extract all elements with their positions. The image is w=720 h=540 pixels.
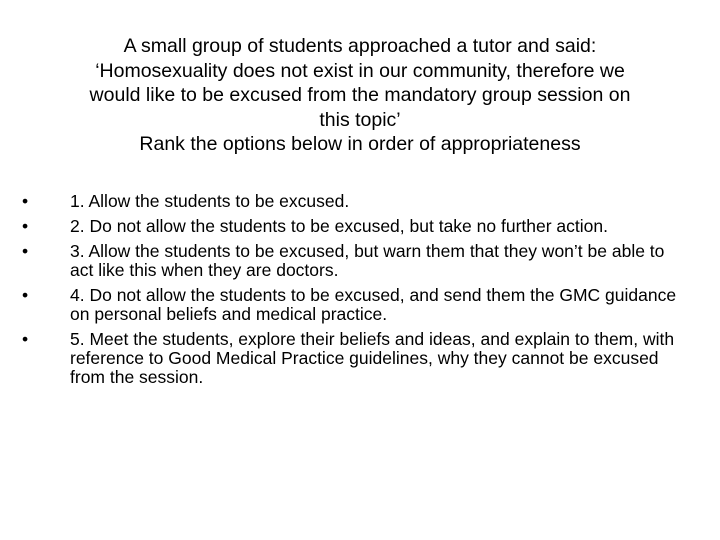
option-item [22, 286, 692, 324]
option-item [22, 242, 692, 280]
option-text: 4. Do not allow the students to be excused, and send them the GMC guidance on personal beliefs and medical practice. [70, 285, 677, 324]
question-line-4: this topic’ [319, 108, 401, 131]
option-text: 5. Meet the students, explore their beliefs and ideas, and explain to them, with reference to Good Medical Practice guidelines, why they cannot be excused from the session. [70, 329, 675, 387]
option-text: 3. Allow the students to be excused, but warn them that they won’t be able to act like this when they are doctors. [70, 241, 665, 280]
question-line-5: Rank the options below in order of appropriateness [139, 133, 581, 155]
question-line-1: A small group of students approached a tutor and said: [123, 35, 597, 57]
bullet-icon: • [22, 191, 29, 211]
options-list [22, 192, 692, 393]
option-item [22, 217, 692, 236]
question-line-2: ‘Homosexuality does not exist in our community, therefore we [95, 59, 625, 82]
option-item [22, 192, 692, 211]
question-stem [40, 34, 680, 157]
bullet-icon: • [22, 241, 29, 261]
option-item [22, 330, 692, 387]
question-line-3: would like to be excused from the mandatory group session on [89, 84, 631, 106]
option-text: 2. Do not allow the students to be excused, but take no further action. [70, 216, 608, 236]
bullet-icon: • [22, 329, 29, 349]
option-text: 1. Allow the students to be excused. [70, 191, 350, 211]
bullet-icon: • [22, 285, 29, 305]
bullet-icon: • [22, 216, 29, 236]
